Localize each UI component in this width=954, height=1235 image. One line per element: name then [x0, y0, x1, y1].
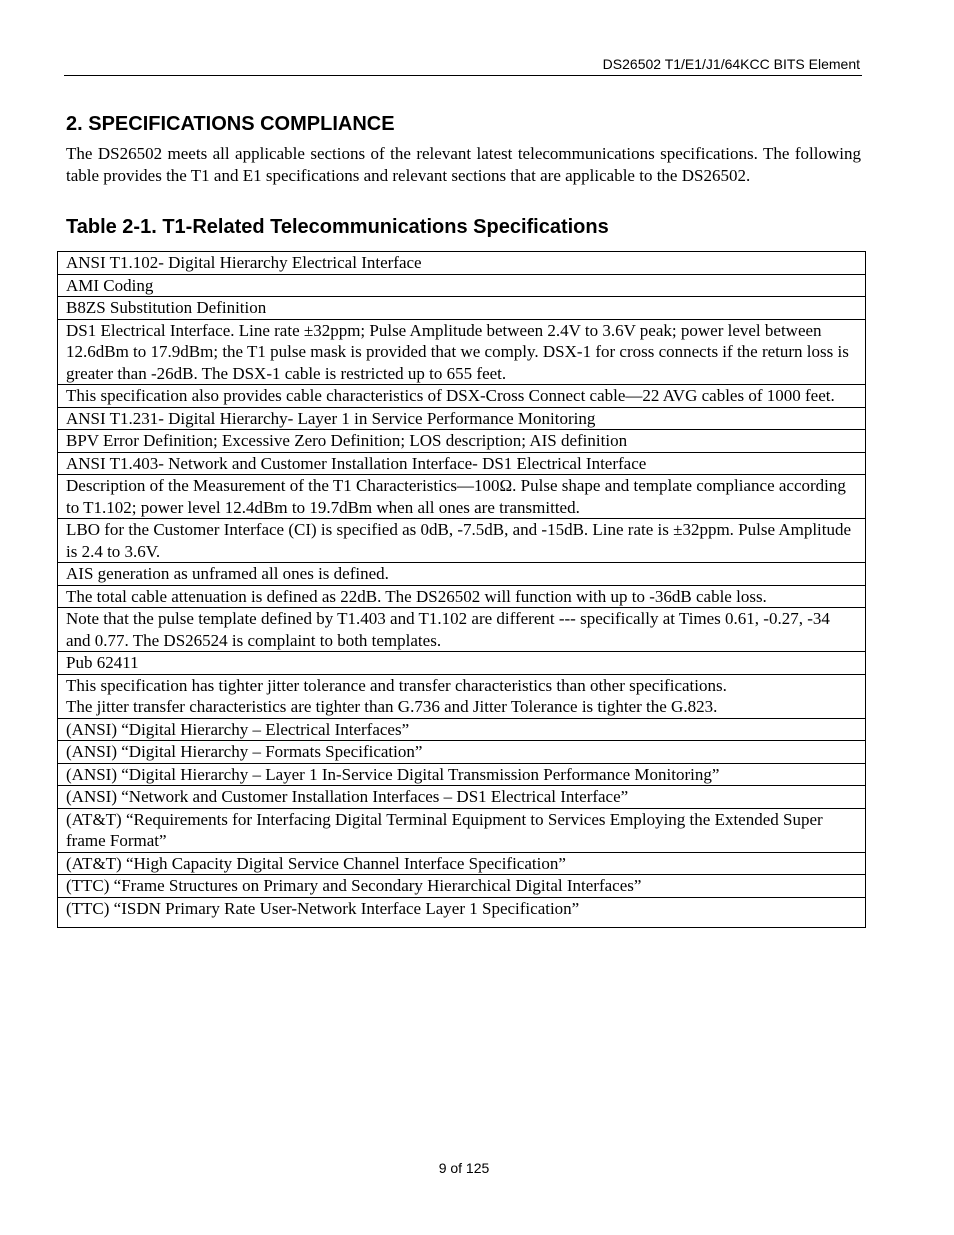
table-cell: This specification has tighter jitter tolerance and transfer characteristics than other specifications. The jitter transfer characteristics are tighter than G.736 and Jitter Tolerance is tighter the G.823. — [58, 674, 866, 718]
page-number: 9 of 125 — [438, 1160, 490, 1176]
table-row — [58, 274, 866, 297]
table-cell: (TTC) “Frame Structures on Primary and Secondary Hierarchical Digital Interfaces” — [58, 875, 866, 898]
table-row — [58, 319, 866, 385]
table-row — [58, 585, 866, 608]
table-row — [58, 252, 866, 275]
table-cell: Note that the pulse template defined by T1.403 and T1.102 are different --- specifically at Times 0.61, -0.27, -34 and 0.77. The DS26524 is complaint to both templates. — [58, 608, 866, 652]
table-cell: (ANSI) “Network and Customer Installation Interfaces – DS1 Electrical Interface” — [58, 786, 866, 809]
table-cell: DS1 Electrical Interface. Line rate ±32ppm; Pulse Amplitude between 2.4V to 3.6V peak; power level between 12.6dBm to 17.9dBm; the T1 pulse mask is provided that we comply. DSX-1 for cross connects if the return loss is greater than -26dB. The DSX-1 cable is restricted up to 655 feet. — [58, 319, 866, 385]
table-cell: ANSI T1.231- Digital Hierarchy- Layer 1 in Service Performance Monitoring — [58, 407, 866, 430]
specifications-table-body — [58, 252, 866, 928]
table-cell: (ANSI) “Digital Hierarchy – Formats Specification” — [58, 741, 866, 764]
table-row — [58, 741, 866, 764]
table-cell: (ANSI) “Digital Hierarchy – Layer 1 In-Service Digital Transmission Performance Monitoring” — [58, 763, 866, 786]
table-cell: (AT&T) “High Capacity Digital Service Channel Interface Specification” — [58, 852, 866, 875]
table-row — [58, 385, 866, 408]
table-row — [58, 297, 866, 320]
table-row — [58, 652, 866, 675]
table-row — [58, 563, 866, 586]
specifications-table — [57, 251, 866, 928]
table-row — [58, 763, 866, 786]
section-heading: 2. SPECIFICATIONS COMPLIANCE — [66, 113, 395, 135]
table-cell: Description of the Measurement of the T1 Characteristics—100Ω. Pulse shape and template compliance according to T1.102; power level 12.4dBm to 19.7dBm when all ones are transmitted. — [58, 475, 866, 519]
table-row — [58, 674, 866, 718]
table-cell: (TTC) “ISDN Primary Rate User-Network Interface Layer 1 Specification” — [58, 897, 866, 928]
table-cell: (AT&T) “Requirements for Interfacing Digital Terminal Equipment to Services Employing the Extended Super frame Format” — [58, 808, 866, 852]
table-cell: AMI Coding — [58, 274, 866, 297]
table-cell: ANSI T1.102- Digital Hierarchy Electrical Interface — [58, 252, 866, 275]
section-intro-paragraph: The DS26502 meets all applicable sections of the relevant latest telecommunications specifications. The following table provides the T1 and E1 specifications and relevant sections that are applicable to the DS26502. — [66, 144, 861, 185]
table-row — [58, 452, 866, 475]
table-row — [58, 786, 866, 809]
table-cell: B8ZS Substitution Definition — [58, 297, 866, 320]
table-row — [58, 608, 866, 652]
table-cell: AIS generation as unframed all ones is defined. — [58, 563, 866, 586]
table-row — [58, 475, 866, 519]
table-cell: BPV Error Definition; Excessive Zero Definition; LOS description; AIS definition — [58, 430, 866, 453]
table-cell: The total cable attenuation is defined as 22dB. The DS26502 will function with up to -36dB cable loss. — [58, 585, 866, 608]
table-row — [58, 430, 866, 453]
table-row — [58, 875, 866, 898]
table-row — [58, 897, 866, 928]
table-row — [58, 808, 866, 852]
table-caption: Table 2-1. T1-Related Telecommunications Specifications — [66, 216, 609, 238]
table-cell: ANSI T1.403- Network and Customer Installation Interface- DS1 Electrical Interface — [58, 452, 866, 475]
table-cell: LBO for the Customer Interface (CI) is specified as 0dB, -7.5dB, and -15dB. Line rate is ±32ppm. Pulse Amplitude is 2.4 to 3.6V. — [58, 519, 866, 563]
table-row — [58, 519, 866, 563]
header-rule — [64, 75, 862, 76]
table-row — [58, 718, 866, 741]
table-row — [58, 852, 866, 875]
table-cell: This specification also provides cable characteristics of DSX-Cross Connect cable—22 AVG cables of 1000 feet. — [58, 385, 866, 408]
table-cell: Pub 62411 — [58, 652, 866, 675]
table-row — [58, 407, 866, 430]
table-cell: (ANSI) “Digital Hierarchy – Electrical Interfaces” — [58, 718, 866, 741]
document-header-title: DS26502 T1/E1/J1/64KCC BITS Element — [602, 56, 860, 72]
